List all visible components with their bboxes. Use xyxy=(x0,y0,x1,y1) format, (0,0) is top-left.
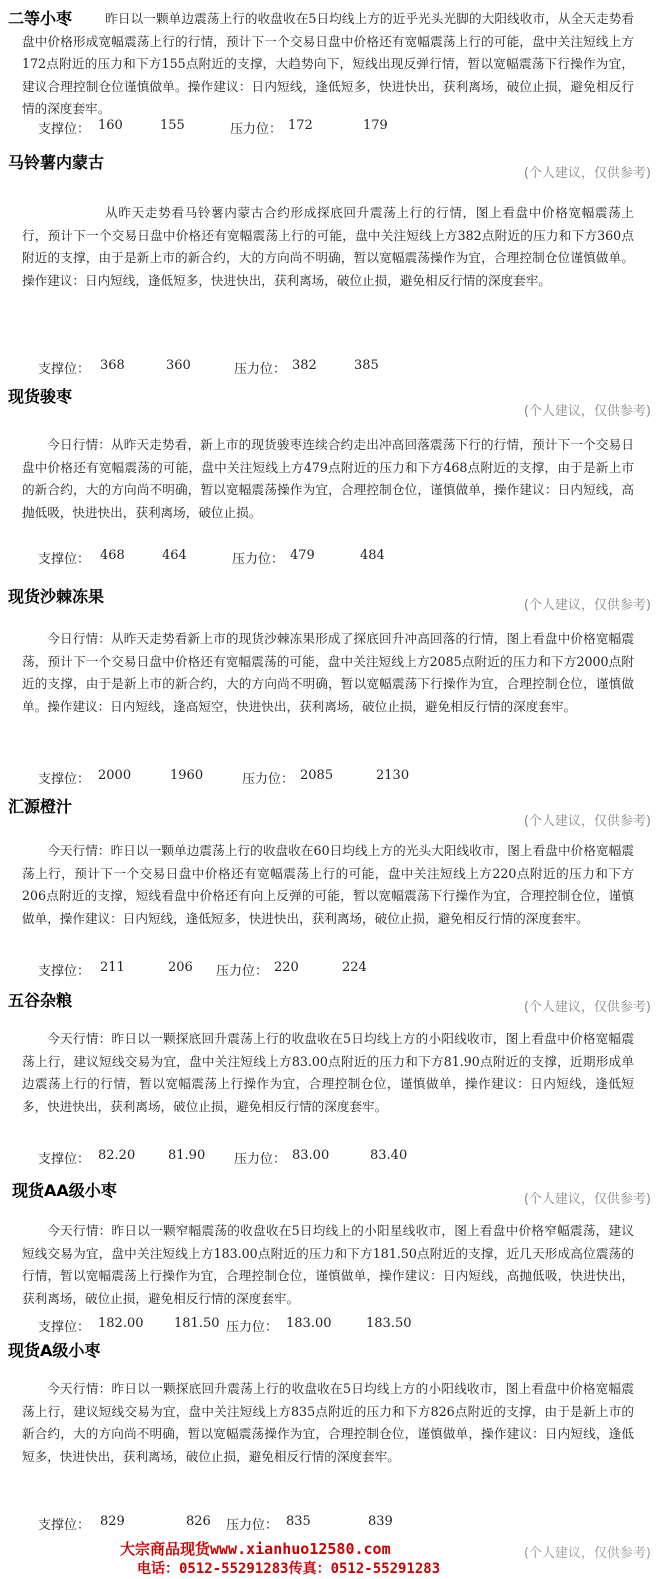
support-label: 支撑位： xyxy=(38,122,91,137)
support-value-2: 155 xyxy=(160,118,185,133)
support-value-1: 211 xyxy=(100,960,125,975)
footer-website[interactable]: 大宗商品现货www.xianhuo12580.com xyxy=(120,1540,391,1558)
support-value-1: 468 xyxy=(100,548,125,563)
pressure-value-1: 835 xyxy=(286,1514,311,1529)
pressure-value-1: 183.00 xyxy=(286,1316,332,1331)
section-title: 现货沙棘冻果 xyxy=(8,587,105,606)
section-title: 现货骏枣 xyxy=(8,387,73,406)
pressure-label: 压力位： xyxy=(242,772,295,787)
support-label: 支撑位： xyxy=(38,1152,91,1167)
pressure-value-2: 83.40 xyxy=(370,1148,408,1163)
support-value-2: 206 xyxy=(168,960,193,975)
disclaimer-note: (个人建议，仅供参考) xyxy=(523,1000,651,1015)
support-value-1: 82.20 xyxy=(98,1148,136,1163)
support-value-2: 81.90 xyxy=(168,1148,206,1163)
support-value-1: 829 xyxy=(100,1514,125,1529)
pressure-value-1: 172 xyxy=(288,118,313,133)
disclaimer-note: (个人建议，仅供参考) xyxy=(523,1192,651,1207)
pressure-value-1: 83.00 xyxy=(292,1148,330,1163)
section-body: 今天行情：昨日以一颗探底回升震荡上行的收盘收在5日均线上方的小阳线收市，图上看盘中价格宽幅震荡上行，建议短线交易为宜，盘中关注短线上方83.00点附近的压力和下方81.90点附近的支撑，近期形成单边震荡上行的行情，暂以宽幅震荡上行操作为宜，合理控制仓位，谨慎做单，操作建议：日内短线，逢低短多，快进快出，获利离场，破位止损，避免相反行情的深度套牢。 xyxy=(22,1031,634,1114)
support-label: 支撑位： xyxy=(38,1320,91,1335)
section-title: 现货AA级小枣 xyxy=(12,1181,117,1200)
support-label: 支撑位： xyxy=(38,772,91,787)
section-body: 从昨天走势看马铃薯内蒙古合约形成探底回升震荡上行的行情，图上看盘中价格宽幅震荡上行，预计下一个交易日盘中价格还有宽幅震荡上行的可能，盘中关注短线上方382点附近的压力和下方360点附近的支撑，由于是新上市的新合约，大的方向尚不明确，暂以宽幅震荡操作为宜，合理控制仓位谨慎做单。操作建议：日内短线，逢低短多，快进快出，获利离场，破位止损，避免相反行情的深度套牢。 xyxy=(22,205,634,288)
pressure-label: 压力位： xyxy=(226,1320,279,1335)
pressure-value-2: 183.50 xyxy=(366,1316,412,1331)
pressure-label: 压力位： xyxy=(234,1152,287,1167)
section-title: 五谷杂粮 xyxy=(8,991,73,1010)
section-title: 马铃薯内蒙古 xyxy=(8,153,105,172)
section-body: 今天行情：昨日以一颗探底回升震荡上行的收盘收在5日均线上方的小阳线收市，图上看盘中价格宽幅震荡上行，建议短线交易为宜，盘中关注短线上方835点附近的压力和下方826点附近的支撑，由于是新上市的新合约，大的方向尚不明确，暂以宽幅震荡操作为宜，合理控制仓位，谨慎做单，操作建议：日内短线，逢低短多，快进快出，获利离场，破位止损，避免相反行情的深度套牢。 xyxy=(22,1381,634,1464)
pressure-value-1: 2085 xyxy=(300,768,334,783)
support-value-2: 181.50 xyxy=(174,1316,220,1331)
disclaimer-note: (个人建议，仅供参考) xyxy=(523,814,651,829)
support-value-1: 2000 xyxy=(98,768,132,783)
support-value-2: 464 xyxy=(162,548,187,563)
disclaimer-note: (个人建议，仅供参考) xyxy=(523,1546,651,1561)
support-value-1: 368 xyxy=(100,358,125,373)
section-body: 昨日以一颗单边震荡上行的收盘收在5日均线上方的近乎光头光脚的大阳线收市，从全天走势看盘中价格形成宽幅震荡上行的行情，预计下一个交易日盘中价格还有宽幅震荡上行的可能，盘中关注短线上方172点附近的压力和下方155点附近的支撑，大趋势向下，短线出现反弹行情，暂以宽幅震荡下行操作为宜，建议合理控制仓位谨慎做单。操作建议：日内短线，逢低短多，快进快出，获利离场，破位止损，避免相反行情的深度套牢。 xyxy=(22,11,634,116)
support-value-2: 826 xyxy=(186,1514,211,1529)
pressure-label: 压力位： xyxy=(234,362,287,377)
support-label: 支撑位： xyxy=(38,1518,91,1533)
section-body: 今日行情：从昨天走势看新上市的现货沙棘冻果形成了探底回升冲高回落的行情，图上看盘中价格宽幅震荡，预计下一个交易日盘中价格还有宽幅震荡的可能，盘中关注短线上方2085点附近的压力和下方2000点附近的支撑，由于是新上市的新合约，大的方向尚不明确，暂以宽幅震荡下行操作为宜，合理控制仓位，谨慎做单。操作建议：日内短线，逢高短空，快进快出，获利离场，破位止损，避免相反行情的深度套牢。 xyxy=(22,631,634,714)
support-label: 支撑位： xyxy=(38,362,91,377)
support-value-2: 1960 xyxy=(170,768,204,783)
pressure-label: 压力位： xyxy=(230,122,283,137)
disclaimer-note: (个人建议，仅供参考) xyxy=(523,404,651,419)
pressure-value-2: 484 xyxy=(360,548,385,563)
support-value-2: 360 xyxy=(166,358,191,373)
pressure-value-2: 839 xyxy=(368,1514,393,1529)
pressure-value-1: 220 xyxy=(274,960,299,975)
section-body: 今日行情：从昨天走势看，新上市的现货骏枣连续合约走出冲高回落震荡下行的行情，预计下一个交易日盘中价格还有宽幅震荡的可能，盘中关注短线上方479点附近的压力和下方468点附近的支撑，由于是新上市的新合约，大的方向尚不明确，暂以宽幅震荡操作为宜，合理控制仓位，谨慎做单，操作建议：日内短线，高抛低吸，快进快出，获利离场，破位止损。 xyxy=(22,437,634,520)
support-label: 支撑位： xyxy=(38,552,91,567)
pressure-label: 压力位： xyxy=(232,552,285,567)
footer-contact xyxy=(0,1538,665,1579)
pressure-value-2: 224 xyxy=(342,960,367,975)
section-body: 今天行情：昨日以一颗单边震荡上行的收盘收在60日均线上方的光头大阳线收市，图上看盘中价格宽幅震荡上行，预计下一个交易日盘中价格还有宽幅震荡上行的可能，盘中关注短线上方220点附近的压力和下方206点附近的支撑，短线看盘中价格还有向上反弹的可能，暂以宽幅震荡下行操作为宜，合理控制仓位，谨慎做单，操作建议：日内短线，逢低短多，快进快出，获利离场，破位止损，避免相反行情的深度套牢。 xyxy=(22,843,634,926)
pressure-label: 压力位： xyxy=(226,1518,279,1533)
section-title: 现货A级小枣 xyxy=(8,1341,101,1360)
footer-phone-fax: 电话：0512-55291283传真：0512-55291283 xyxy=(137,1561,441,1577)
section-body: 今天行情：昨日以一颗窄幅震荡的收盘收在5日均线上的小阳星线收市，图上看盘中价格窄幅震荡，建议短线交易为宜，盘中关注短线上方183.00点附近的压力和下方181.50点附近的支撑，近几天形成高位震荡的行情，暂以宽幅震荡上行操作为宜，合理控制仓位，谨慎做单，操作建议：日内短线，高抛低吸，快进快出，获利离场，破位止损，避免相反行情的深度套牢。 xyxy=(22,1223,634,1306)
pressure-value-2: 385 xyxy=(354,358,379,373)
pressure-value-2: 2130 xyxy=(376,768,410,783)
support-value-1: 182.00 xyxy=(98,1316,144,1331)
support-value-1: 160 xyxy=(98,118,123,133)
pressure-value-1: 382 xyxy=(292,358,317,373)
pressure-value-1: 479 xyxy=(290,548,315,563)
disclaimer-note: (个人建议，仅供参考) xyxy=(523,598,651,613)
support-label: 支撑位： xyxy=(38,964,91,979)
section-title: 二等小枣 xyxy=(8,9,73,28)
section-title: 汇源橙汁 xyxy=(8,797,73,816)
pressure-value-2: 179 xyxy=(363,118,388,133)
disclaimer-note: (个人建议，仅供参考) xyxy=(523,166,651,181)
pressure-label: 压力位： xyxy=(216,964,269,979)
